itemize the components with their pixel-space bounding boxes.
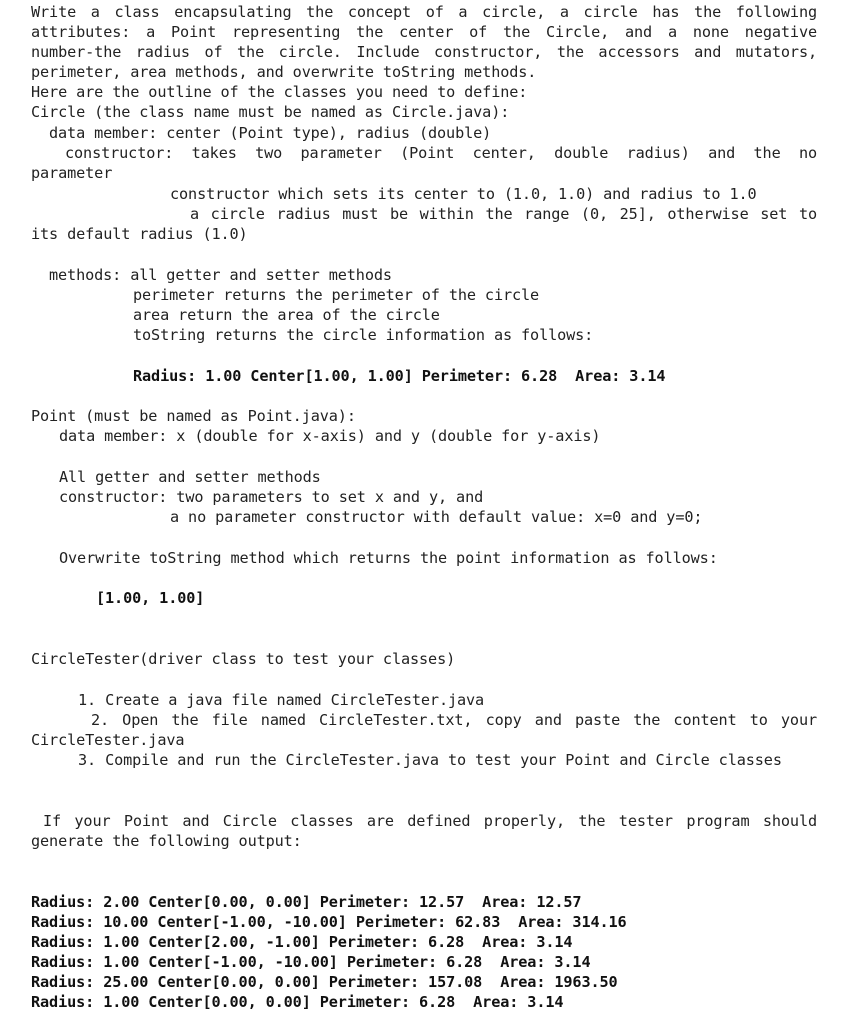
tester-heading: CircleTester(driver class to test your classes) bbox=[31, 650, 456, 668]
circle-range-line-2: its default radius (1.0) bbox=[31, 225, 248, 243]
circle-sample-output: Radius: 1.00 Center[1.00, 1.00] Perimeter: 6.28 Area: 3.14 bbox=[133, 367, 666, 385]
point-tostring: Overwrite toString method which returns the point information as follows: bbox=[59, 549, 718, 567]
circle-data-member: data member: center (Point type), radius (double) bbox=[49, 124, 492, 142]
point-data-member: data member: x (double for x-axis) and y (double for y-axis) bbox=[59, 427, 601, 445]
tester-step-1: 1. Create a java file named CircleTester.java bbox=[78, 691, 485, 709]
tester-step-2-line-1: 2. Open the file named CircleTester.txt, copy and paste the content to your bbox=[91, 711, 817, 729]
point-getters: All getter and setter methods bbox=[59, 468, 321, 486]
circle-methods-line-1: methods: all getter and setter methods bbox=[49, 266, 392, 284]
circle-constructor-line-3: constructor which sets its center to (1.0, 1.0) and radius to 1.0 bbox=[170, 185, 757, 203]
point-constructor-line-1: constructor: two parameters to set x and y, and bbox=[59, 488, 484, 506]
intro-line-1: Write a class encapsulating the concept of a circle, a circle has the following bbox=[31, 3, 817, 21]
tester-step-3: 3. Compile and run the CircleTester.java to test your Point and Circle classes bbox=[78, 751, 782, 769]
circle-constructor-line-2: parameter bbox=[31, 164, 113, 182]
circle-constructor-line-1: constructor: takes two parameter (Point center, double radius) and the no bbox=[65, 144, 817, 162]
intro-line-5: Here are the outline of the classes you need to define: bbox=[31, 83, 528, 101]
point-constructor-line-2: a no parameter constructor with default value: x=0 and y=0; bbox=[170, 508, 703, 526]
output-line-2: Radius: 10.00 Center[-1.00, -10.00] Perimeter: 62.83 Area: 314.16 bbox=[31, 913, 627, 931]
circle-range-line-1: a circle radius must be within the range (0, 25], otherwise set to bbox=[190, 205, 817, 223]
point-heading: Point (must be named as Point.java): bbox=[31, 407, 356, 425]
output-line-6: Radius: 1.00 Center[0.00, 0.00] Perimeter: 6.28 Area: 3.14 bbox=[31, 993, 564, 1011]
output-line-5: Radius: 25.00 Center[0.00, 0.00] Perimeter: 157.08 Area: 1963.50 bbox=[31, 973, 618, 991]
output-line-1: Radius: 2.00 Center[0.00, 0.00] Perimeter: 12.57 Area: 12.57 bbox=[31, 893, 582, 911]
intro-line-4: perimeter, area methods, and overwrite toString methods. bbox=[31, 63, 537, 81]
tester-expected-line-1: If your Point and Circle classes are defined properly, the tester program should bbox=[43, 812, 817, 830]
intro-line-3: number-the radius of the circle. Include constructor, the accessors and mutators, bbox=[31, 43, 817, 61]
circle-methods-line-2: perimeter returns the perimeter of the circle bbox=[133, 286, 540, 304]
point-sample-output: [1.00, 1.00] bbox=[96, 589, 205, 607]
circle-methods-line-3: area return the area of the circle bbox=[133, 306, 440, 324]
output-line-4: Radius: 1.00 Center[-1.00, -10.00] Perimeter: 6.28 Area: 3.14 bbox=[31, 953, 591, 971]
tester-step-2-line-2: CircleTester.java bbox=[31, 731, 185, 749]
intro-line-2: attributes: a Point representing the center of the Circle, and a none negative bbox=[31, 23, 817, 41]
output-line-3: Radius: 1.00 Center[2.00, -1.00] Perimeter: 6.28 Area: 3.14 bbox=[31, 933, 573, 951]
tester-expected-line-2: generate the following output: bbox=[31, 832, 302, 850]
circle-methods-line-4: toString returns the circle information as follows: bbox=[133, 326, 594, 344]
circle-heading: Circle (the class name must be named as Circle.java): bbox=[31, 103, 510, 121]
